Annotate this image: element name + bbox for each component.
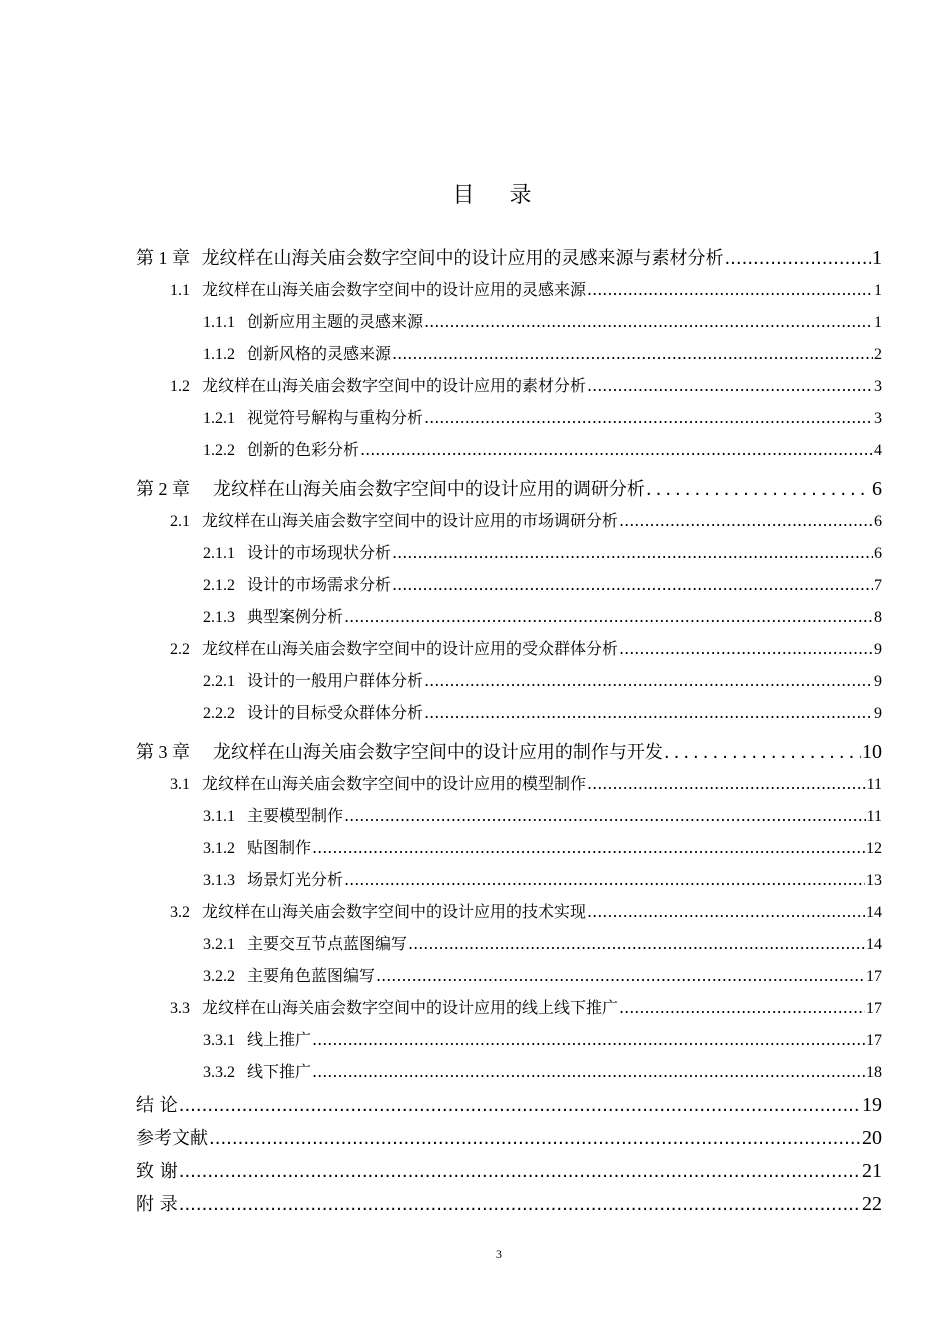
dot-leader bbox=[360, 440, 873, 459]
section-number: 3.1 bbox=[170, 776, 190, 793]
page-ref: 2 bbox=[874, 346, 882, 363]
page-ref: 21 bbox=[862, 1160, 882, 1182]
page-ref: 10 bbox=[862, 741, 882, 763]
toc-entry-1-2-2[interactable] bbox=[136, 437, 882, 469]
section-number: 2.1.3 bbox=[203, 609, 235, 626]
section-number: 3.3 bbox=[170, 1000, 190, 1017]
section-title: 典型案例分析 bbox=[247, 607, 344, 626]
page-ref: 22 bbox=[862, 1193, 882, 1215]
toc-entry-chapter-1[interactable] bbox=[136, 244, 882, 277]
dot-leader bbox=[619, 998, 865, 1017]
section-number: 1.1 bbox=[170, 282, 190, 299]
section-title: 主要交互节点蓝图编写 bbox=[247, 934, 408, 953]
toc-entry-2-2[interactable] bbox=[136, 636, 882, 668]
dot-leader bbox=[392, 575, 873, 594]
toc-entry-1-1[interactable] bbox=[136, 277, 882, 309]
toc-entry-acknowledgements[interactable] bbox=[136, 1157, 882, 1190]
section-number: 2.2.1 bbox=[203, 673, 235, 690]
toc-entry-3-2-2[interactable] bbox=[136, 963, 882, 995]
page-ref: 1 bbox=[874, 314, 882, 331]
dot-leader bbox=[724, 248, 871, 269]
chapter-number: 第 2 章 bbox=[136, 479, 190, 499]
section-title: 设计的目标受众群体分析 bbox=[247, 703, 424, 722]
page-ref: 6 bbox=[872, 478, 882, 500]
toc-entry-1-2[interactable] bbox=[136, 373, 882, 405]
section-title: 贴图制作 bbox=[247, 838, 312, 857]
table-of-contents bbox=[136, 244, 882, 1223]
toc-entry-chapter-2[interactable] bbox=[136, 475, 882, 508]
toc-entry-appendix[interactable] bbox=[136, 1190, 882, 1223]
toc-entry-1-1-1[interactable] bbox=[136, 309, 882, 341]
toc-entry-3-1-1[interactable] bbox=[136, 803, 882, 835]
section-title: 龙纹样在山海关庙会数字空间中的设计应用的灵感来源 bbox=[202, 280, 587, 299]
dot-leader bbox=[424, 703, 873, 722]
page-ref: 14 bbox=[866, 904, 882, 921]
dot-leader bbox=[179, 1095, 861, 1116]
toc-entry-2-1[interactable] bbox=[136, 508, 882, 540]
page-ref: 9 bbox=[874, 705, 882, 722]
toc-entry-2-2-2[interactable] bbox=[136, 700, 882, 732]
section-title: 视觉符号解构与重构分析 bbox=[247, 408, 424, 427]
page-ref: 1 bbox=[872, 247, 882, 269]
dot-leader bbox=[424, 408, 873, 427]
dot-leader bbox=[312, 838, 865, 857]
dot-leader bbox=[392, 344, 873, 363]
section-number: 3.2 bbox=[170, 904, 190, 921]
page-ref: 3 bbox=[874, 378, 882, 395]
entry-title: 附 录 bbox=[136, 1194, 178, 1215]
toc-entry-1-2-1[interactable] bbox=[136, 405, 882, 437]
section-number: 1.1.2 bbox=[203, 346, 235, 363]
toc-entry-2-1-3[interactable] bbox=[136, 604, 882, 636]
section-title: 主要角色蓝图编写 bbox=[247, 966, 376, 985]
dot-leader bbox=[587, 280, 873, 299]
page-ref: 17 bbox=[866, 968, 882, 985]
toc-entry-3-3-1[interactable] bbox=[136, 1027, 882, 1059]
dot-leader bbox=[312, 1062, 865, 1081]
section-number: 3.3.1 bbox=[203, 1032, 235, 1049]
dot-leader bbox=[344, 870, 865, 889]
section-title: 设计的一般用户群体分析 bbox=[247, 671, 424, 690]
page-ref: 11 bbox=[866, 776, 882, 793]
entry-title: 致 谢 bbox=[136, 1161, 178, 1182]
dot-leader bbox=[344, 607, 873, 626]
section-number: 1.2 bbox=[170, 378, 190, 395]
section-number: 2.2 bbox=[170, 641, 190, 658]
page-ref: 19 bbox=[862, 1094, 882, 1116]
dot-leader bbox=[587, 376, 873, 395]
dot-leader bbox=[424, 312, 873, 331]
dot-leader bbox=[664, 742, 861, 763]
page-ref: 17 bbox=[866, 1000, 882, 1017]
toc-entry-2-2-1[interactable] bbox=[136, 668, 882, 700]
section-number: 3.1.1 bbox=[203, 808, 235, 825]
toc-entry-3-2-1[interactable] bbox=[136, 931, 882, 963]
dot-leader bbox=[619, 639, 873, 658]
section-number: 3.3.2 bbox=[203, 1064, 235, 1081]
page-ref: 4 bbox=[874, 442, 882, 459]
page-ref: 8 bbox=[874, 609, 882, 626]
chapter-number: 第 3 章 bbox=[136, 742, 190, 762]
page-ref: 17 bbox=[866, 1032, 882, 1049]
section-title: 设计的市场现状分析 bbox=[247, 543, 392, 562]
toc-entry-3-3-2[interactable] bbox=[136, 1059, 882, 1091]
page-ref: 7 bbox=[874, 577, 882, 594]
dot-leader bbox=[646, 479, 871, 500]
dot-leader bbox=[312, 1030, 865, 1049]
dot-leader bbox=[209, 1128, 861, 1149]
section-number: 1.1.1 bbox=[203, 314, 235, 331]
toc-entry-3-2[interactable] bbox=[136, 899, 882, 931]
section-number: 2.2.2 bbox=[203, 705, 235, 722]
toc-entry-conclusion[interactable] bbox=[136, 1091, 882, 1124]
section-number: 3.2.1 bbox=[203, 936, 235, 953]
page-ref: 1 bbox=[874, 282, 882, 299]
section-title: 龙纹样在山海关庙会数字空间中的设计应用的市场调研分析 bbox=[202, 511, 619, 530]
toc-entry-3-1[interactable] bbox=[136, 771, 882, 803]
toc-entry-chapter-3[interactable] bbox=[136, 738, 882, 771]
toc-entry-3-1-2[interactable] bbox=[136, 835, 882, 867]
toc-entry-2-1-1[interactable] bbox=[136, 540, 882, 572]
section-title: 线上推广 bbox=[247, 1030, 312, 1049]
dot-leader bbox=[587, 774, 866, 793]
page-ref: 14 bbox=[866, 936, 882, 953]
section-title: 龙纹样在山海关庙会数字空间中的设计应用的技术实现 bbox=[202, 902, 587, 921]
entry-title: 结 论 bbox=[136, 1095, 178, 1116]
page-ref: 20 bbox=[862, 1127, 882, 1149]
section-title: 设计的市场需求分析 bbox=[247, 575, 392, 594]
dot-leader bbox=[179, 1161, 861, 1182]
toc-entry-1-1-2[interactable] bbox=[136, 341, 882, 373]
section-number: 3.1.3 bbox=[203, 872, 235, 889]
toc-entry-3-3[interactable] bbox=[136, 995, 882, 1027]
section-number: 2.1.1 bbox=[203, 545, 235, 562]
section-number: 3.2.2 bbox=[203, 968, 235, 985]
dot-leader bbox=[179, 1194, 861, 1215]
chapter-title: 龙纹样在山海关庙会数字空间中的设计应用的调研分析 bbox=[212, 479, 645, 500]
chapter-title: 龙纹样在山海关庙会数字空间中的设计应用的制作与开发 bbox=[212, 742, 663, 763]
section-title: 龙纹样在山海关庙会数字空间中的设计应用的线上线下推广 bbox=[202, 998, 619, 1017]
section-number: 2.1 bbox=[170, 513, 190, 530]
section-title: 创新应用主题的灵感来源 bbox=[247, 312, 424, 331]
section-title: 龙纹样在山海关庙会数字空间中的设计应用的素材分析 bbox=[202, 376, 587, 395]
dot-leader bbox=[344, 806, 866, 825]
section-number: 2.1.2 bbox=[203, 577, 235, 594]
page-ref: 11 bbox=[866, 808, 882, 825]
page-ref: 9 bbox=[874, 641, 882, 658]
section-number: 3.1.2 bbox=[203, 840, 235, 857]
page-ref: 6 bbox=[874, 513, 882, 530]
section-title: 龙纹样在山海关庙会数字空间中的设计应用的模型制作 bbox=[202, 774, 587, 793]
section-number: 1.2.1 bbox=[203, 410, 235, 427]
dot-leader bbox=[392, 543, 873, 562]
dot-leader bbox=[619, 511, 873, 530]
page-ref: 6 bbox=[874, 545, 882, 562]
section-title: 创新风格的灵感来源 bbox=[247, 344, 392, 363]
dot-leader bbox=[408, 934, 865, 953]
toc-entry-references[interactable] bbox=[136, 1124, 882, 1157]
dot-leader bbox=[424, 671, 873, 690]
section-title: 场景灯光分析 bbox=[247, 870, 344, 889]
page-ref: 12 bbox=[866, 840, 882, 857]
section-title: 主要模型制作 bbox=[247, 806, 344, 825]
chapter-number: 第 1 章 bbox=[136, 248, 190, 268]
section-number: 1.2.2 bbox=[203, 442, 235, 459]
section-title: 龙纹样在山海关庙会数字空间中的设计应用的受众群体分析 bbox=[202, 639, 619, 658]
toc-title: 目 录 bbox=[452, 183, 546, 208]
page-ref: 13 bbox=[866, 872, 882, 889]
page-ref: 3 bbox=[874, 410, 882, 427]
dot-leader bbox=[376, 966, 865, 985]
section-title: 线下推广 bbox=[247, 1062, 312, 1081]
toc-entry-3-1-3[interactable] bbox=[136, 867, 882, 899]
dot-leader bbox=[587, 902, 865, 921]
entry-title: 参考文献 bbox=[136, 1128, 208, 1149]
chapter-title: 龙纹样在山海关庙会数字空间中的设计应用的灵感来源与素材分析 bbox=[201, 248, 724, 269]
toc-entry-2-1-2[interactable] bbox=[136, 572, 882, 604]
page-ref: 9 bbox=[874, 673, 882, 690]
page-ref: 18 bbox=[866, 1064, 882, 1081]
section-title: 创新的色彩分析 bbox=[247, 440, 360, 459]
page-number: 3 bbox=[496, 1247, 502, 1261]
